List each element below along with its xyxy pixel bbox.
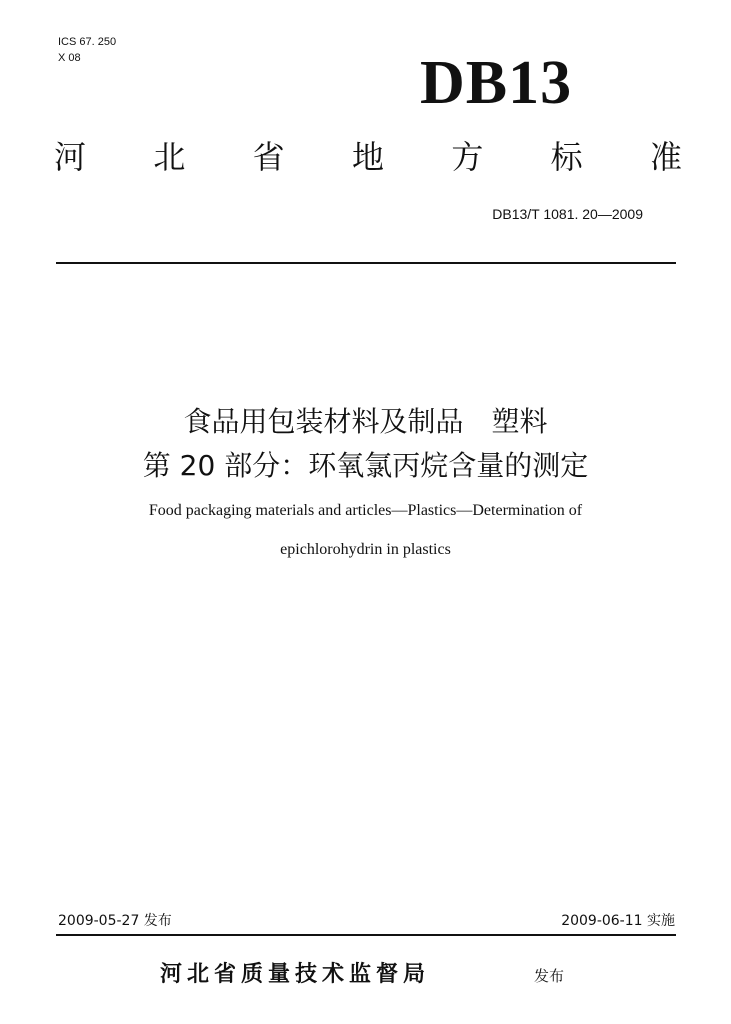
- classification-codes: [58, 34, 116, 66]
- standard-type-char: 标: [550, 138, 583, 176]
- footer-divider: [56, 934, 676, 936]
- publish-label: 发布: [534, 967, 565, 985]
- standard-type-char: 河: [54, 138, 87, 176]
- standard-type-char: 北: [153, 138, 186, 176]
- standard-type-char: 地: [351, 138, 384, 176]
- title-en-line-1: Food packaging materials and articles—Plastics—Determination of: [148, 502, 583, 519]
- standard-type-char: 准: [649, 138, 682, 176]
- issue-date: 2009-05-27 发布: [58, 913, 172, 929]
- title-en-line-2: epichlorohydrin in plastics: [280, 541, 451, 558]
- standard-number: DB13/T 1081. 20—2009: [492, 206, 643, 222]
- ics-code: ICS 67. 250: [58, 36, 117, 48]
- implement-date: 2009-06-11 实施: [561, 913, 675, 929]
- db13-logo: DB13: [420, 49, 573, 117]
- class-code: X 08: [58, 52, 81, 64]
- title-zh-line-2: 第 20 部分：环氧氯丙烷含量的测定: [142, 449, 589, 482]
- standard-type-char: 省: [252, 138, 285, 176]
- standard-type-char: 方: [451, 138, 484, 176]
- title-zh-line-1: 食品用包装材料及制品 塑料: [183, 405, 548, 438]
- header-divider: [56, 262, 676, 264]
- standard-type-heading: [54, 132, 682, 182]
- publisher-name: 河北省质量技术监督局: [160, 962, 431, 987]
